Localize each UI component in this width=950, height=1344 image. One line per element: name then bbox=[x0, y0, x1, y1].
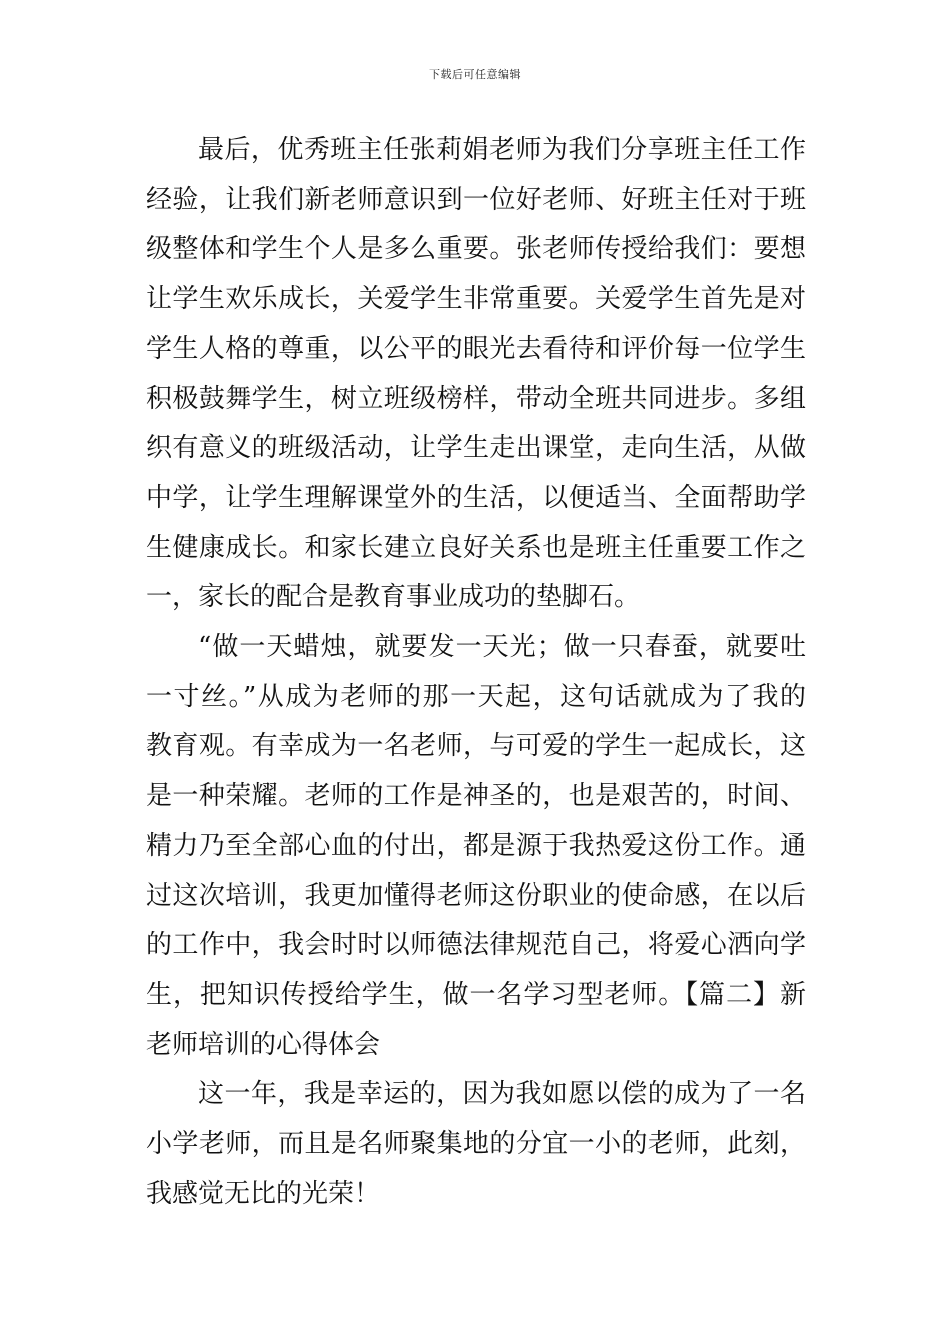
header-note: 下载后可任意编辑 bbox=[429, 68, 521, 81]
paragraph-line: 的工作中，我会时时以师德法律规范自己，将爱心洒向学 bbox=[146, 930, 806, 961]
paragraph-line: 一寸丝。”从成为老师的那一天起，这句话就成为了我的 bbox=[146, 681, 806, 712]
paragraph-line: 小学老师，而且是名师聚集地的分宜一小的老师，此刻， bbox=[146, 1129, 806, 1160]
paragraph-line: 织有意义的班级活动，让学生走出课堂，走向生活，从做 bbox=[146, 433, 806, 464]
paragraph-line: 积极鼓舞学生，树立班级榜样，带动全班共同进步。多组 bbox=[146, 383, 806, 414]
paragraph-line: 学生人格的尊重，以公平的眼光去看待和评价每一位学生 bbox=[146, 333, 806, 364]
paragraph-line: 我感觉无比的光荣！ bbox=[146, 1178, 381, 1209]
paragraph-line: 让学生欢乐成长，关爱学生非常重要。关爱学生首先是对 bbox=[146, 284, 806, 315]
paragraph-line: 是一种荣耀。老师的工作是神圣的，也是艰苦的，时间、 bbox=[146, 781, 806, 812]
paragraph-line: 过这次培训，我更加懂得老师这份职业的使命感，在以后 bbox=[146, 880, 806, 911]
paragraph-line: 级整体和学生个人是多么重要。张老师传授给我们：要想 bbox=[146, 234, 806, 265]
paragraph-line: “做一天蜡烛，就要发一天光；做一只春蚕，就要吐 bbox=[198, 632, 806, 663]
paragraph-line: 这一年，我是幸运的，因为我如愿以偿的成为了一名 bbox=[198, 1079, 806, 1110]
document-body bbox=[146, 126, 806, 1219]
paragraph-line: 中学，让学生理解课堂外的生活，以便适当、全面帮助学 bbox=[146, 482, 806, 513]
paragraph-line: 老师培训的心得体会 bbox=[146, 1029, 381, 1060]
paragraph-line: 教育观。有幸成为一名老师，与可爱的学生一起成长，这 bbox=[146, 731, 806, 762]
paragraph-line: 最后，优秀班主任张莉娟老师为我们分享班主任工作 bbox=[198, 135, 806, 165]
paragraph-line: 生，把知识传授给学生，做一名学习型老师。【篇二】新 bbox=[146, 979, 806, 1010]
paragraph-line: 生健康成长。和家长建立良好关系也是班主任重要工作之 bbox=[146, 532, 806, 563]
paragraph-line: 精力乃至全部心血的付出，都是源于我热爱这份工作。通 bbox=[146, 830, 806, 861]
paragraph-line: 经验，让我们新老师意识到一位好老师、好班主任对于班 bbox=[146, 184, 806, 215]
paragraph-line: 一，家长的配合是教育事业成功的垫脚石。 bbox=[146, 582, 641, 613]
